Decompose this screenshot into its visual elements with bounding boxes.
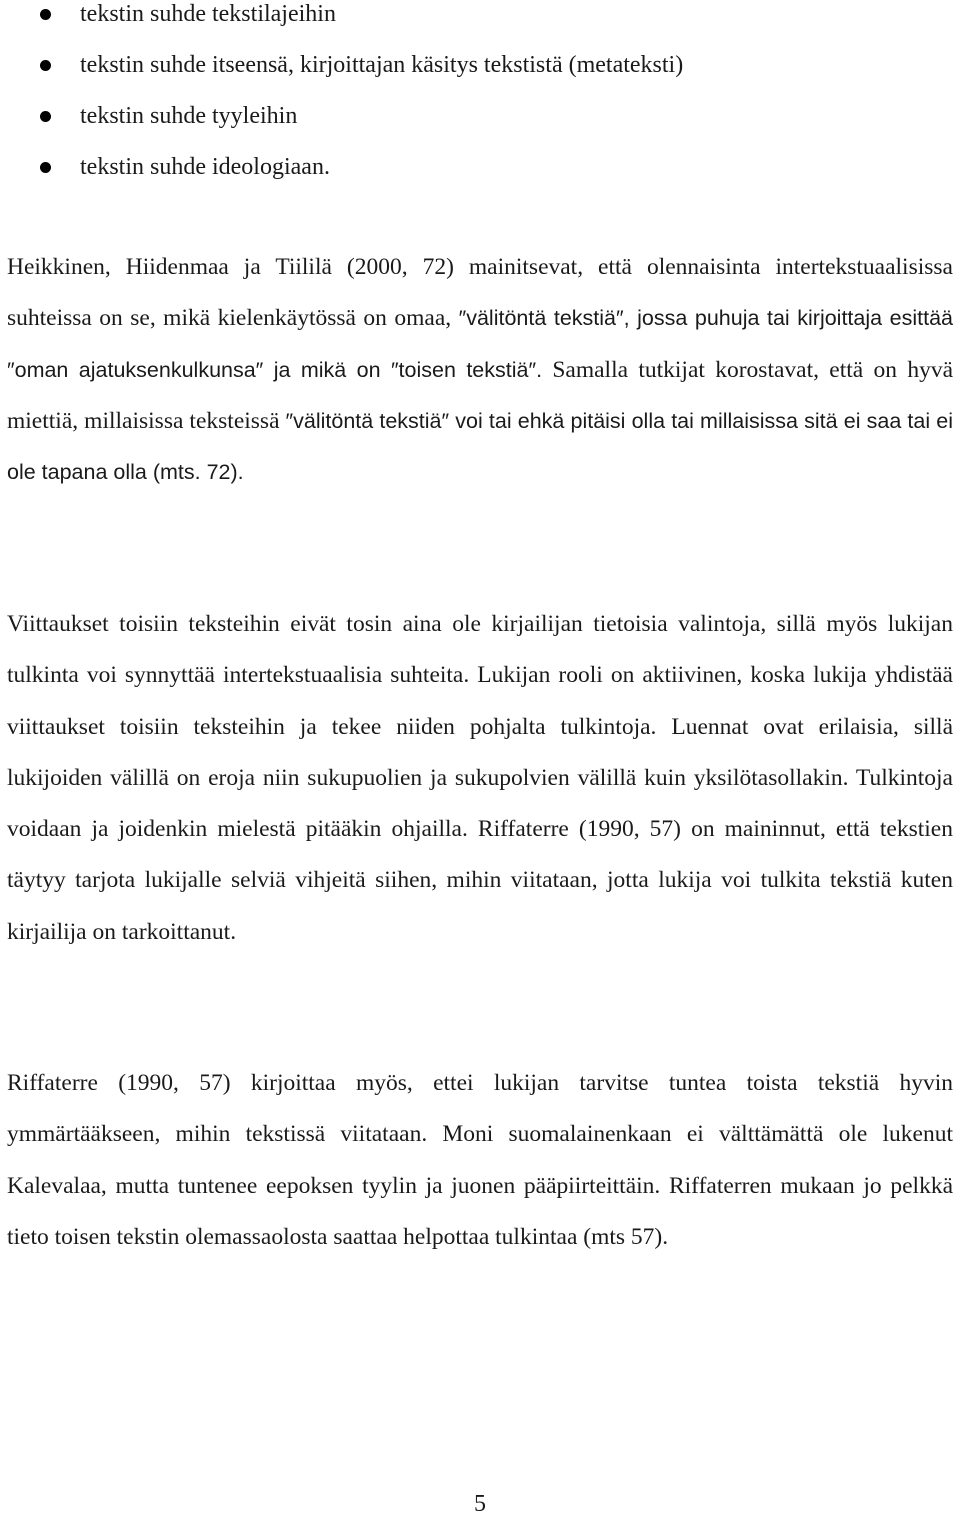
bullet-dot-icon bbox=[40, 162, 51, 173]
paragraph-text: ″välitöntä tekstiä″, jossa puhuja tai kirjoittaja esittää ″oman ajatuksenkulkunsa″ ja mikä on ″toisen tekstiä″. bbox=[7, 306, 953, 382]
paragraph-reader-interpretation: Viittaukset toisiin teksteihin eivät tosin aina ole kirjailijan tietoisia valintoja, sillä myös lukijan tulkinta voi synnyttää intertekstuaalisia suhteita. Lukijan rooli on aktiivinen, koska lukija yhdistää viittaukset toisiin teksteihin ja tekee niiden pohjalta tulkintoja. Luennat ovat erilaisia, sillä lukijoiden välillä on eroja niin sukupuolien ja sukupolvien välillä kuin yksilötasollakin. Tulkintoja voidaan ja joidenkin mielestä pitääkin ohjailla. Riffaterre (1990, 57) on maininnut, että tekstien täytyy tarjota lukijalle selviä vihjeitä siihen, mihin viitataan, jotta lukija voi tulkita tekstiä kuten kirjailija on tarkoittanut. bbox=[7, 611, 953, 945]
bullet-item bbox=[0, 94, 960, 145]
paragraph-riffaterre: Riffaterre (1990, 57) kirjoittaa myös, ettei lukijan tarvitse tuntea toista tekstiä hyvin ymmärtääkseen, mihin tekstissä viitataan. Moni suomalainenkaan ei välttämättä ole lukenut Kalevalaa, mutta tuntenee eepoksen tyylin ja juonen pääpiirteittäin. Riffaterren mukaan jo pelkkä tieto toisen tekstin olemassaolosta saattaa helpottaa tulkintaa (mts 57). bbox=[7, 1070, 953, 1250]
bullet-text: tekstin suhde ideologiaan. bbox=[80, 154, 330, 180]
bullet-dot-icon bbox=[40, 111, 51, 122]
paragraph-text: Samalla tutkijat korostavat, että on hyvä miettiä, millaisissa teksteissä bbox=[7, 356, 953, 434]
bullet-list bbox=[0, 0, 960, 196]
bullet-dot-icon bbox=[40, 60, 51, 71]
paragraph-intertextuality bbox=[7, 242, 953, 498]
bullet-item bbox=[0, 0, 960, 43]
bullet-text: tekstin suhde tyyleihin bbox=[80, 103, 298, 129]
bullet-text: tekstin suhde itseensä, kirjoittajan käsitys tekstistä (metateksti) bbox=[80, 52, 684, 78]
page-number: 5 bbox=[474, 1491, 486, 1517]
bullet-item bbox=[0, 145, 960, 196]
bullet-text: tekstin suhde tekstilajeihin bbox=[80, 1, 336, 27]
bullet-item bbox=[0, 43, 960, 94]
bullet-dot-icon bbox=[40, 9, 51, 20]
paragraph-text: ″välitöntä tekstiä″ voi tai ehkä pitäisi olla tai millaisissa sitä ei saa tai ei ole tapana olla (mts. 72). bbox=[7, 408, 953, 485]
paragraph-text: Heikkinen, Hiidenmaa ja Tiililä (2000, 72) mainitsevat, että olennaisinta intertekstuaalisissa suhteissa on se, mikä kielenkäytössä on omaa, bbox=[7, 254, 953, 332]
